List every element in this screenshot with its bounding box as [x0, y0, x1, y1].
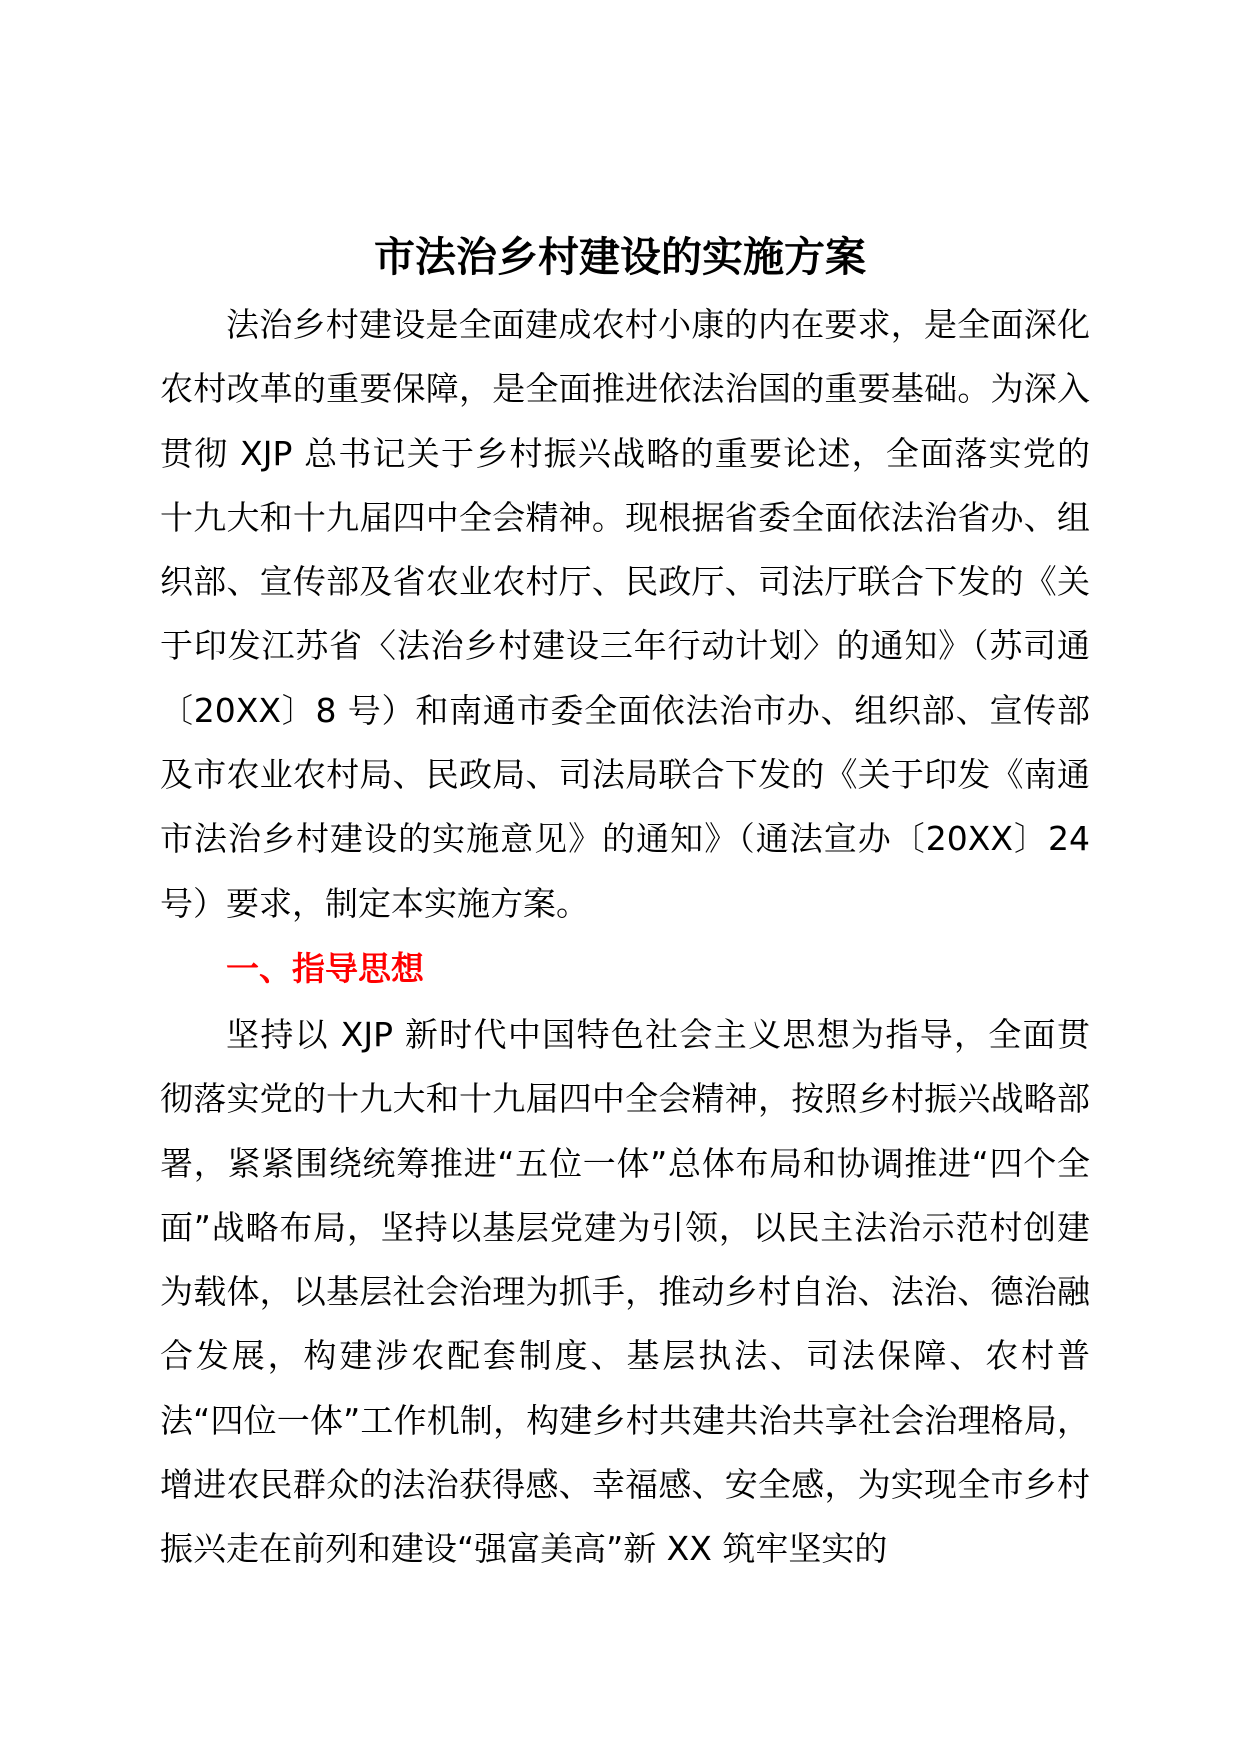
intro-paragraph: 法治乡村建设是全面建成农村小康的内在要求，是全面深化农村改革的重要保障，是全面推进依法治国的重要基础。为深入贯彻 XJP 总书记关于乡村振兴战略的重要论述，全面落实党的十九大和十九届四中全会精神。现根据省委全面依法治省办、组织部、宣传部及省农业农村厅、民政厅、司法厅联合下发的《关于印发江苏省〈法治乡村建设三年行动计划〉的通知》（苏司通〔20XX〕8 号）和南通市委全面依法治市办、组织部、宣传部及市农业农村局、民政局、司法局联合下发的《关于印发《南通市法治乡村建设的实施意见》的通知》（通法宣办〔20XX〕24 号）要求，制定本实施方案。 [160, 305, 1090, 923]
document-title: 市法治乡村建设的实施方案 [374, 233, 866, 282]
section-heading-guiding-ideology: 一、指导思想 [226, 949, 424, 988]
section-paragraph-guiding-ideology: 坚持以 XJP 新时代中国特色社会主义思想为指导，全面贯彻落实党的十九大和十九届四中全会精神，按照乡村振兴战略部署，紧紧围绕统筹推进“五位一体”总体布局和协调推进“四个全面”战略布局，坚持以基层党建为引领，以民主法治示范村创建为载体，以基层社会治理为抓手，推动乡村自治、法治、德治融合发展，构建涉农配套制度、基层执法、司法保障、农村普法“四位一体”工作机制，构建乡村共建共治共享社会治理格局，增进农民群众的法治获得感、幸福感、安全感，为实现全市乡村振兴走在前列和建设“强富美高”新 XX 筑牢坚实的 [160, 1015, 1090, 1569]
